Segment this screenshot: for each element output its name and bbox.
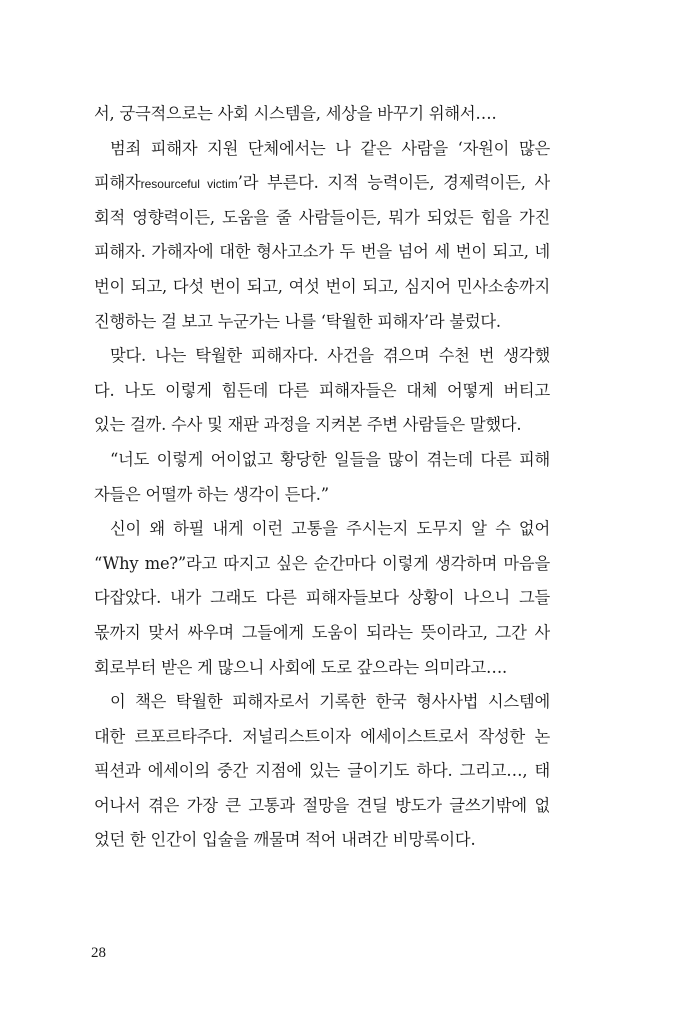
page-number: 28 [91,945,106,961]
text-line: 있는 걸까. 수사 및 재판 과정을 지켜본 주변 사람들은 말했다. [94,415,522,435]
text-line: 범죄 피해자 지원 단체에서는 나 같은 사람을 ‘자원이 많은 [110,138,550,158]
text-line: 신이 왜 하필 내게 이런 고통을 주시는지 도무지 알 수 없어 [110,519,550,539]
text-line: 대한 르포르타주다. 저널리스트이자 에세이스트로서 작성한 논 [94,726,550,746]
text-line: “Why me?”라고 따지고 싶은 순간마다 이렇게 생각하며 마음을 [94,553,550,573]
text-line: 피해자. 가해자에 대한 형사고소가 두 번을 넘어 세 번이 되고, 네 [94,242,550,262]
text-line: 회로부터 받은 게 많으니 사회에 도로 갚으라는 의미라고…. [94,657,508,677]
line-pre: 피해자 [94,173,141,193]
text-line: 어나서 겪은 가장 큰 고통과 절망을 견딜 방도가 글쓰기밖에 없 [94,795,550,815]
text-line-with-english-term [94,166,550,201]
line-post: ’라 부른다. 지적 능력이든, 경제력이든, 사 [237,173,550,193]
text-line: 진행하는 걸 보고 누군가는 나를 ‘탁월한 피해자’라 불렀다. [94,311,501,331]
text-line: 서, 궁극적으로는 사회 시스템을, 세상을 바꾸기 위해서…. [94,104,497,123]
text-line: “너도 이렇게 어이없고 황당한 일들을 많이 겪는데 다른 피해 [110,449,550,469]
text-line: 번이 되고, 다섯 번이 되고, 여섯 번이 되고, 심지어 민사소송까지 [94,276,550,296]
text-line: 회적 영향력이든, 도움을 줄 사람들이든, 뭐가 되었든 힘을 가진 [94,207,550,227]
text-line: 몫까지 맞서 싸우며 그들에게 도움이 되라는 뜻이라고, 그간 사 [94,622,550,642]
text-line: 다잡았다. 내가 그래도 다른 피해자들보다 상황이 나으니 그들 [94,588,550,608]
text-line: 자들은 어떨까 하는 생각이 든다.” [94,484,329,504]
text-line: 이 책은 탁월한 피해자로서 기록한 한국 형사사법 시스템에 [110,692,550,712]
body-text [94,97,550,858]
text-line: 었던 한 인간이 입술을 깨물며 적어 내려간 비망록이다. [94,830,476,850]
text-line: 다. 나도 이렇게 힘든데 다른 피해자들은 대체 어떻게 버티고 [94,380,550,400]
text-line: 픽션과 에세이의 중간 지점에 있는 글이기도 하다. 그리고…, 태 [94,761,550,781]
text-line: 맞다. 나는 탁월한 피해자다. 사건을 겪으며 수천 번 생각했 [110,346,550,366]
english-term: resourceful victim [140,177,238,192]
